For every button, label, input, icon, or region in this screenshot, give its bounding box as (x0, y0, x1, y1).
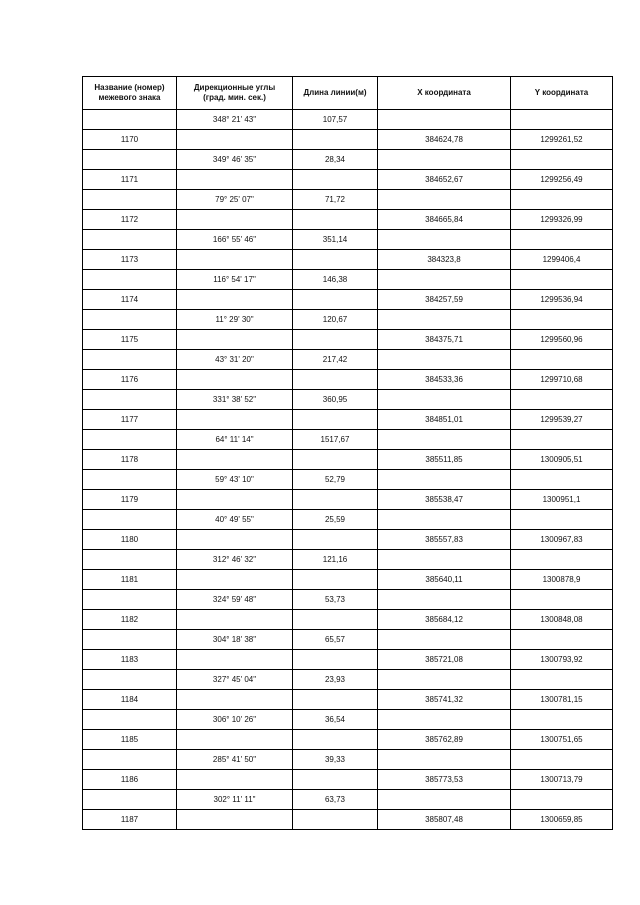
segment-row (83, 750, 613, 770)
empty-cell (177, 730, 293, 750)
empty-cell (511, 350, 613, 370)
empty-cell (293, 130, 378, 150)
x-coordinate-cell: 385538,47 (378, 490, 511, 510)
empty-cell (378, 110, 511, 130)
empty-cell (511, 790, 613, 810)
x-coordinate-cell: 384624,78 (378, 130, 511, 150)
segment-row (83, 430, 613, 450)
point-row (83, 370, 613, 390)
direction-angle-cell: 59° 43' 10" (177, 470, 293, 490)
empty-cell (511, 470, 613, 490)
point-row (83, 610, 613, 630)
x-coordinate-cell: 384665,84 (378, 210, 511, 230)
point-row (83, 490, 613, 510)
point-name-cell: 1172 (83, 210, 177, 230)
empty-cell (511, 670, 613, 690)
y-coordinate-cell: 1299536,94 (511, 290, 613, 310)
point-name-cell: 1182 (83, 610, 177, 630)
segment-row (83, 710, 613, 730)
empty-cell (511, 270, 613, 290)
empty-cell (378, 510, 511, 530)
segment-row (83, 550, 613, 570)
point-row (83, 530, 613, 550)
empty-cell (177, 530, 293, 550)
segment-row (83, 790, 613, 810)
empty-cell (177, 570, 293, 590)
segment-row (83, 390, 613, 410)
empty-cell (378, 190, 511, 210)
header-direction-angle (177, 77, 293, 110)
x-coordinate-cell: 384323,8 (378, 250, 511, 270)
segment-row (83, 670, 613, 690)
point-name-cell: 1177 (83, 410, 177, 430)
header-x-coordinate: X координата (378, 77, 511, 110)
point-name-cell: 1186 (83, 770, 177, 790)
empty-cell (177, 690, 293, 710)
empty-cell (177, 490, 293, 510)
empty-cell (293, 690, 378, 710)
line-length-cell: 53,73 (293, 590, 378, 610)
segment-row (83, 310, 613, 330)
x-coordinate-cell: 384257,59 (378, 290, 511, 310)
y-coordinate-cell: 1300751,65 (511, 730, 613, 750)
empty-cell (83, 550, 177, 570)
point-name-cell: 1185 (83, 730, 177, 750)
empty-cell (177, 290, 293, 310)
empty-cell (378, 470, 511, 490)
point-row (83, 770, 613, 790)
empty-cell (177, 370, 293, 390)
y-coordinate-cell: 1300781,15 (511, 690, 613, 710)
empty-cell (293, 290, 378, 310)
header-y-coordinate: Y координата (511, 77, 613, 110)
coordinates-table (82, 76, 613, 830)
empty-cell (83, 590, 177, 610)
line-length-cell: 52,79 (293, 470, 378, 490)
point-name-cell: 1178 (83, 450, 177, 470)
point-row (83, 650, 613, 670)
point-name-cell: 1187 (83, 810, 177, 830)
empty-cell (378, 750, 511, 770)
y-coordinate-cell: 1299539,27 (511, 410, 613, 430)
empty-cell (293, 450, 378, 470)
line-length-cell: 107,57 (293, 110, 378, 130)
direction-angle-cell: 302° 11' 11" (177, 790, 293, 810)
empty-cell (83, 750, 177, 770)
empty-cell (378, 550, 511, 570)
empty-cell (177, 770, 293, 790)
x-coordinate-cell: 385762,89 (378, 730, 511, 750)
empty-cell (177, 130, 293, 150)
empty-cell (293, 770, 378, 790)
point-name-cell: 1176 (83, 370, 177, 390)
y-coordinate-cell: 1300713,79 (511, 770, 613, 790)
x-coordinate-cell: 385640,11 (378, 570, 511, 590)
empty-cell (378, 670, 511, 690)
direction-angle-cell: 327° 45' 04" (177, 670, 293, 690)
empty-cell (83, 270, 177, 290)
line-length-cell: 146,38 (293, 270, 378, 290)
y-coordinate-cell: 1300659,85 (511, 810, 613, 830)
empty-cell (83, 350, 177, 370)
point-row (83, 330, 613, 350)
direction-angle-cell: 43° 31' 20" (177, 350, 293, 370)
segment-row (83, 590, 613, 610)
y-coordinate-cell: 1300967,83 (511, 530, 613, 550)
point-row (83, 690, 613, 710)
empty-cell (511, 310, 613, 330)
empty-cell (378, 150, 511, 170)
empty-cell (511, 110, 613, 130)
empty-cell (83, 430, 177, 450)
line-length-cell: 39,33 (293, 750, 378, 770)
point-name-cell: 1175 (83, 330, 177, 350)
line-length-cell: 23,93 (293, 670, 378, 690)
x-coordinate-cell: 385684,12 (378, 610, 511, 630)
x-coordinate-cell: 384375,71 (378, 330, 511, 350)
empty-cell (378, 230, 511, 250)
empty-cell (511, 750, 613, 770)
segment-row (83, 510, 613, 530)
empty-cell (511, 190, 613, 210)
empty-cell (511, 230, 613, 250)
empty-cell (177, 330, 293, 350)
point-row (83, 810, 613, 830)
empty-cell (378, 270, 511, 290)
empty-cell (177, 650, 293, 670)
direction-angle-cell: 166° 55' 46" (177, 230, 293, 250)
y-coordinate-cell: 1300848,08 (511, 610, 613, 630)
y-coordinate-cell: 1299256,49 (511, 170, 613, 190)
direction-angle-cell: 285° 41' 50" (177, 750, 293, 770)
y-coordinate-cell: 1299326,99 (511, 210, 613, 230)
empty-cell (293, 530, 378, 550)
empty-cell (378, 590, 511, 610)
point-row (83, 450, 613, 470)
empty-cell (293, 730, 378, 750)
empty-cell (177, 410, 293, 430)
empty-cell (293, 650, 378, 670)
empty-cell (511, 150, 613, 170)
direction-angle-cell: 40° 49' 55" (177, 510, 293, 530)
direction-angle-cell: 349° 46' 35" (177, 150, 293, 170)
direction-angle-cell: 312° 46' 32" (177, 550, 293, 570)
empty-cell (177, 210, 293, 230)
x-coordinate-cell: 385807,48 (378, 810, 511, 830)
empty-cell (177, 450, 293, 470)
empty-cell (293, 570, 378, 590)
y-coordinate-cell: 1299560,96 (511, 330, 613, 350)
empty-cell (83, 630, 177, 650)
x-coordinate-cell: 384533,36 (378, 370, 511, 390)
empty-cell (83, 310, 177, 330)
empty-cell (378, 390, 511, 410)
direction-angle-cell: 116° 54' 17" (177, 270, 293, 290)
empty-cell (83, 230, 177, 250)
y-coordinate-cell: 1300905,51 (511, 450, 613, 470)
header-point-name-line2: межевого знака (98, 93, 161, 102)
empty-cell (293, 210, 378, 230)
point-row (83, 170, 613, 190)
segment-row (83, 270, 613, 290)
point-name-cell: 1183 (83, 650, 177, 670)
point-name-cell: 1181 (83, 570, 177, 590)
point-name-cell: 1180 (83, 530, 177, 550)
empty-cell (83, 670, 177, 690)
empty-cell (378, 310, 511, 330)
empty-cell (511, 390, 613, 410)
point-row (83, 250, 613, 270)
empty-cell (83, 110, 177, 130)
y-coordinate-cell: 1299406,4 (511, 250, 613, 270)
x-coordinate-cell: 384652,67 (378, 170, 511, 190)
header-direction-angle-line1: Дирекционные углы (193, 83, 276, 92)
line-length-cell: 360,95 (293, 390, 378, 410)
point-name-cell: 1174 (83, 290, 177, 310)
table-header-row (83, 77, 613, 110)
line-length-cell: 1517,67 (293, 430, 378, 450)
x-coordinate-cell: 385721,08 (378, 650, 511, 670)
point-name-cell: 1171 (83, 170, 177, 190)
empty-cell (293, 170, 378, 190)
line-length-cell: 63,73 (293, 790, 378, 810)
empty-cell (378, 430, 511, 450)
line-length-cell: 120,67 (293, 310, 378, 330)
empty-cell (293, 810, 378, 830)
empty-cell (293, 370, 378, 390)
header-line-length: Длина линии(м) (293, 77, 378, 110)
empty-cell (177, 610, 293, 630)
empty-cell (511, 550, 613, 570)
table-body (83, 110, 613, 830)
point-name-cell: 1173 (83, 250, 177, 270)
empty-cell (511, 430, 613, 450)
segment-row (83, 230, 613, 250)
point-name-cell: 1170 (83, 130, 177, 150)
segment-row (83, 150, 613, 170)
direction-angle-cell: 331° 38' 52" (177, 390, 293, 410)
y-coordinate-cell: 1300793,92 (511, 650, 613, 670)
point-row (83, 410, 613, 430)
empty-cell (511, 710, 613, 730)
empty-cell (293, 250, 378, 270)
empty-cell (378, 710, 511, 730)
direction-angle-cell: 348° 21' 43" (177, 110, 293, 130)
segment-row (83, 110, 613, 130)
empty-cell (83, 710, 177, 730)
line-length-cell: 71,72 (293, 190, 378, 210)
x-coordinate-cell: 384851,01 (378, 410, 511, 430)
point-name-cell: 1179 (83, 490, 177, 510)
line-length-cell: 25,59 (293, 510, 378, 530)
empty-cell (511, 630, 613, 650)
empty-cell (378, 790, 511, 810)
empty-cell (177, 810, 293, 830)
point-row (83, 730, 613, 750)
header-direction-angle-line2: (град. мин. сек.) (203, 93, 266, 102)
segment-row (83, 630, 613, 650)
segment-row (83, 190, 613, 210)
empty-cell (511, 510, 613, 530)
direction-angle-cell: 11° 29' 30" (177, 310, 293, 330)
empty-cell (293, 490, 378, 510)
point-row (83, 210, 613, 230)
empty-cell (83, 510, 177, 530)
direction-angle-cell: 306° 10' 26" (177, 710, 293, 730)
line-length-cell: 28,34 (293, 150, 378, 170)
empty-cell (83, 790, 177, 810)
empty-cell (83, 190, 177, 210)
empty-cell (83, 470, 177, 490)
y-coordinate-cell: 1299710,68 (511, 370, 613, 390)
y-coordinate-cell: 1300878,9 (511, 570, 613, 590)
x-coordinate-cell: 385741,32 (378, 690, 511, 710)
segment-row (83, 470, 613, 490)
line-length-cell: 351,14 (293, 230, 378, 250)
empty-cell (177, 250, 293, 270)
direction-angle-cell: 79° 25' 07" (177, 190, 293, 210)
header-point-name (83, 77, 177, 110)
header-point-name-line1: Название (номер) (94, 83, 165, 92)
direction-angle-cell: 324° 59' 48" (177, 590, 293, 610)
empty-cell (293, 610, 378, 630)
point-row (83, 130, 613, 150)
empty-cell (83, 390, 177, 410)
line-length-cell: 36,54 (293, 710, 378, 730)
empty-cell (378, 350, 511, 370)
line-length-cell: 217,42 (293, 350, 378, 370)
y-coordinate-cell: 1300951,1 (511, 490, 613, 510)
x-coordinate-cell: 385773,53 (378, 770, 511, 790)
point-row (83, 570, 613, 590)
empty-cell (177, 170, 293, 190)
empty-cell (293, 410, 378, 430)
y-coordinate-cell: 1299261,52 (511, 130, 613, 150)
empty-cell (511, 590, 613, 610)
direction-angle-cell: 304° 18' 38" (177, 630, 293, 650)
empty-cell (378, 630, 511, 650)
direction-angle-cell: 64° 11' 14" (177, 430, 293, 450)
line-length-cell: 121,16 (293, 550, 378, 570)
empty-cell (293, 330, 378, 350)
point-name-cell: 1184 (83, 690, 177, 710)
x-coordinate-cell: 385511,85 (378, 450, 511, 470)
segment-row (83, 350, 613, 370)
line-length-cell: 65,57 (293, 630, 378, 650)
point-row (83, 290, 613, 310)
empty-cell (83, 150, 177, 170)
x-coordinate-cell: 385557,83 (378, 530, 511, 550)
